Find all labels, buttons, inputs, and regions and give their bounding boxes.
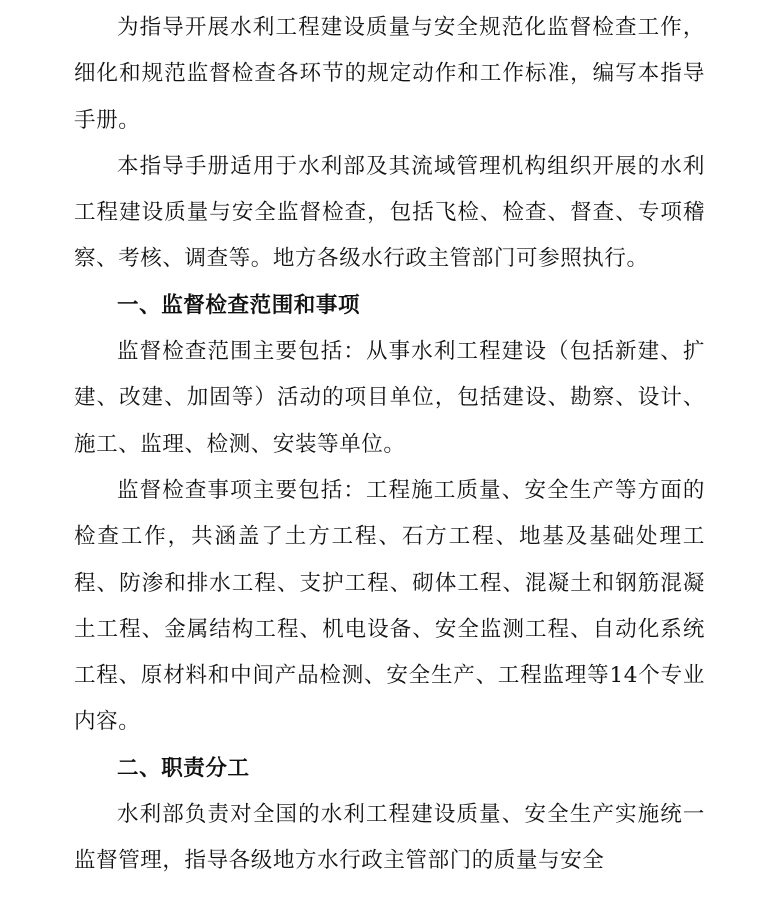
paragraph-purpose: 为指导开展水利工程建设质量与安全规范化监督检查工作，细化和规范监督检查各环节的规定动作和工作标准，编写本指导手册。	[74, 15, 705, 133]
paragraph-ministry-responsibility: 水利部负责对全国的水利工程建设质量、安全生产实施统一监督管理，指导各级地方水行政主管部门的质量与安全	[74, 802, 705, 874]
paragraph-scope-of-manual: 本指导手册适用于水利部及其流域管理机构组织开展的水利工程建设质量与安全监督检查，包括飞检、检查、督查、专项稽察、考核、调查等。地方各级水行政主管部门可参照执行。	[74, 153, 705, 272]
section-heading-responsibilities: 二、职责分工	[117, 755, 250, 781]
paragraph-inspection-items: 监督检查事项主要包括：工程施工质量、安全生产等方面的检查工作，共涵盖了土方工程、石方工程、地基及基础处理工程、防渗和排水工程、支护工程、砌体工程、混凝土和钢筋混凝土工程、金属结构工程、机电设备、安全监测工程、自动化系统工程、原材料和中间产品检测、安全生产、工程监理等14个专业内容。	[74, 477, 705, 735]
paragraph-inspection-scope: 监督检查范围主要包括：从事水利工程建设（包括新建、扩建、改建、加固等）活动的项目单位，包括建设、勘察、设计、施工、监理、检测、安装等单位。	[74, 339, 705, 457]
section-heading-scope-and-items: 一、监督检查范围和事项	[117, 292, 361, 318]
